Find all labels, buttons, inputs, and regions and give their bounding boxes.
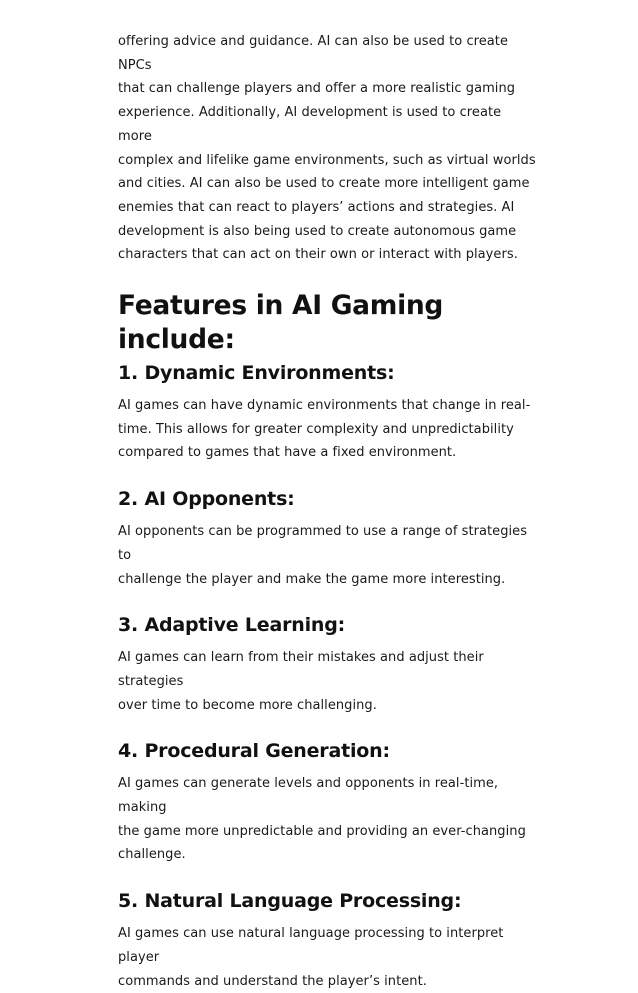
feature-description (118, 646, 538, 717)
feature-line: AI opponents can be programmed to use a range of strategies to (118, 524, 528, 563)
feature-natural-language-processing (118, 888, 538, 993)
feature-line: challenge. (118, 847, 186, 863)
feature-description (118, 520, 538, 591)
feature-line: challenge the player and make the game more interesting. (118, 571, 506, 587)
feature-title: 2. AI Opponents: (118, 488, 295, 511)
feature-adaptive-learning (118, 612, 538, 717)
feature-title: 1. Dynamic Environments: (118, 362, 395, 385)
intro-line: experience. Additionally, AI development is used to create more (118, 105, 502, 144)
feature-title: 5. Natural Language Processing: (118, 890, 462, 913)
intro-line: and cities. AI can also be used to create more intelligent game (118, 176, 530, 192)
feature-line: commands and understand the player’s intent. (118, 973, 427, 989)
feature-dynamic-environments (118, 360, 538, 465)
feature-description (118, 772, 538, 867)
intro-paragraph (118, 30, 538, 267)
feature-description (118, 394, 538, 465)
feature-line: AI games can generate levels and opponents in real-time, making (118, 776, 499, 816)
section-heading: Features in AI Gaming include: (118, 290, 444, 356)
intro-line: characters that can act on their own or interact with players. (118, 247, 518, 263)
feature-line: AI games can learn from their mistakes and adjust their strategies (118, 650, 484, 689)
document-page (118, 30, 538, 993)
intro-line: development is also being used to create autonomous game (118, 223, 517, 239)
feature-line: AI games can use natural language processing to interpret player (118, 926, 504, 965)
feature-line: compared to games that have a fixed environment. (118, 445, 457, 461)
feature-title: 3. Adaptive Learning: (118, 614, 346, 637)
intro-line: complex and lifelike game environments, such as virtual worlds (118, 152, 536, 168)
feature-ai-opponents (118, 486, 538, 591)
feature-line: the game more unpredictable and providing an ever-changing (118, 823, 526, 839)
intro-line: enemies that can react to players’ actions and strategies. AI (118, 199, 515, 215)
feature-line: over time to become more challenging. (118, 697, 377, 713)
feature-description (118, 922, 538, 993)
feature-title: 4. Procedural Generation: (118, 740, 390, 763)
intro-line: that can challenge players and offer a more realistic gaming (118, 81, 516, 97)
feature-line: time. This allows for greater complexity and unpredictability (118, 421, 514, 437)
intro-line: offering advice and guidance. AI can also be used to create NPCs (118, 34, 509, 73)
feature-procedural-generation (118, 738, 538, 867)
feature-line: AI games can have dynamic environments that change in real- (118, 398, 531, 414)
